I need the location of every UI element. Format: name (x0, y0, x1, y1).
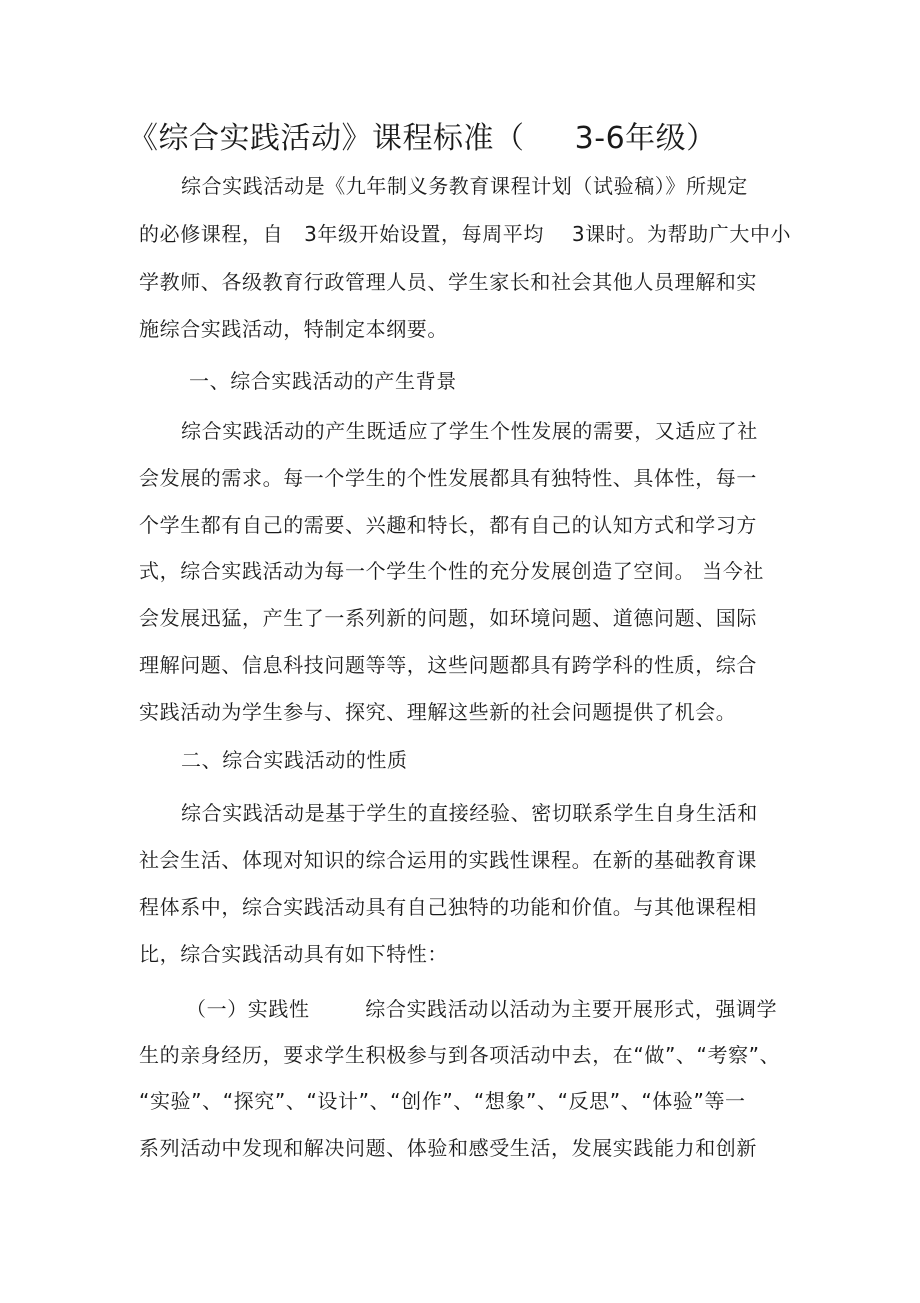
paragraph-line: 综合实践活动的产生既适应了学生个性发展的需要，又适应了社 (181, 419, 758, 443)
section-heading: 一、综合实践活动的产生背景 (189, 369, 457, 393)
paragraph-line: 比，综合实践活动具有如下特性： (139, 942, 448, 966)
paragraph-line: 理解问题、信息科技问题等等，这些问题都具有跨学科的性质，综合 (139, 653, 757, 677)
paragraph-line: 生的亲身经历，要求学生积极参与到各项活动中去，在“做”、“考察”、 (139, 1043, 781, 1067)
paragraph-line: 学教师、各级教育行政管理人员、学生家长和社会其他人员理解和实 (139, 270, 757, 294)
paragraph-line: 综合实践活动是基于学生的直接经验、密切联系学生自身生活和 (181, 801, 758, 825)
paragraph-line: 程体系中，综合实践活动具有自己独特的功能和价值。与其他课程相 (139, 895, 757, 919)
paragraph-line: 式，综合实践活动为每一个学生个性的充分发展创造了空间。 当今社 (139, 559, 764, 583)
paragraph-line: 会发展迅猛，产生了一系列新的问题，如环境问题、道德问题、国际 (139, 606, 757, 630)
paragraph-line: 社会生活、体现对知识的综合运用的实践性课程。在新的基础教育课 (139, 848, 757, 872)
paragraph-line: 综合实践活动是《九年制义务教育课程计划（试验稿）》所规定 (181, 174, 748, 198)
paragraph-line: 个学生都有自己的需要、兴趣和特长，都有自己的认知方式和学习方 (139, 513, 757, 537)
paragraph-line: 施综合实践活动，特制定本纲要。 (139, 317, 448, 341)
paragraph-line: 会发展的需求。每一个学生的个性发展都具有独特性、具体性，每一 (139, 466, 757, 490)
subsection-line: （一）实践性 综合实践活动以活动为主要开展形式，强调学 (186, 997, 778, 1021)
paragraph-line: 实践活动为学生参与、探究、理解这些新的社会问题提供了机会。 (139, 700, 737, 724)
paragraph-line: 的必修课程，自 3年级开始设置，每周平均 3课时。为帮助广大中小 (139, 222, 792, 246)
document-title: 《综合实践活动》课程标准（ 3-6年级） (128, 121, 717, 156)
section-heading: 二、综合实践活动的性质 (181, 748, 408, 772)
paragraph-line: “实验”、“探究”、“设计”、“创作”、“想象”、“反思”、“体验”等一 (139, 1089, 746, 1113)
paragraph-line: 系列活动中发现和解决问题、体验和感受生活，发展实践能力和创新 (139, 1136, 757, 1160)
